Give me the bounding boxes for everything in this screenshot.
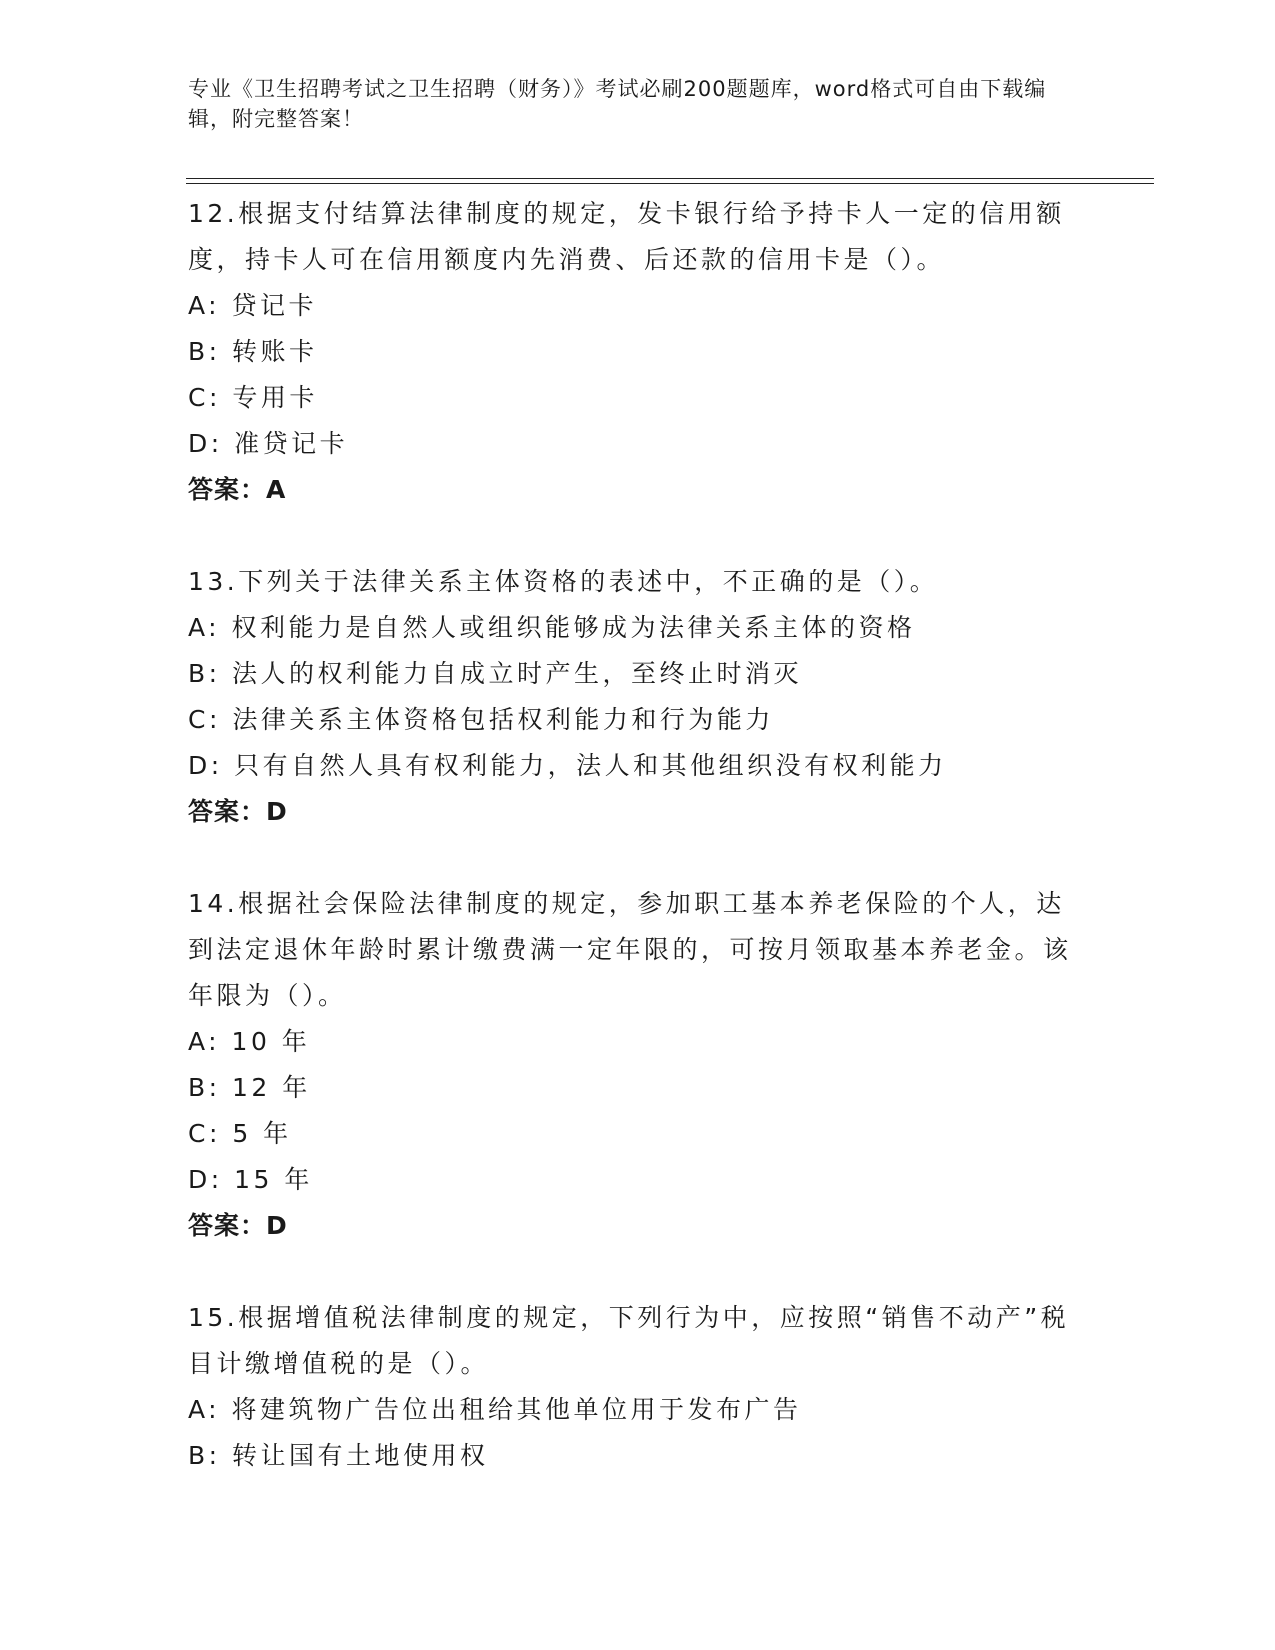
option-c: C: 专用卡 — [188, 383, 318, 412]
option-c: C: 5 年 — [188, 1119, 292, 1148]
option-a: A: 将建筑物广告位出租给其他单位用于发布广告 — [188, 1395, 802, 1424]
question-stem: 12.根据支付结算法律制度的规定，发卡银行给予持卡人一定的信用额度，持卡人可在信用额度内先消费、后还款的信用卡是（）。 — [188, 199, 1065, 274]
option-b: B: 法人的权利能力自成立时产生，至终止时消灭 — [188, 659, 803, 688]
document-header-note: 专业《卫生招聘考试之卫生招聘（财务）》考试必刷200题题库，word格式可自由下载编辑，附完整答案！ — [188, 77, 1047, 131]
option-b: B: 转让国有土地使用权 — [188, 1441, 489, 1470]
option-b: B: 转账卡 — [188, 337, 318, 366]
answer-line: 答案：A — [188, 475, 287, 504]
question-13 — [188, 559, 1088, 835]
question-15 — [188, 1295, 1088, 1479]
option-d: D: 15 年 — [188, 1165, 313, 1194]
question-12 — [188, 191, 1088, 513]
header-divider-top — [186, 178, 1154, 179]
option-a: A: 贷记卡 — [188, 291, 318, 320]
question-14 — [188, 881, 1088, 1249]
answer-line: 答案：D — [188, 1211, 288, 1240]
option-a: A: 权利能力是自然人或组织能够成为法律关系主体的资格 — [188, 613, 916, 642]
answer-line: 答案：D — [188, 797, 288, 826]
option-d: D: 准贷记卡 — [188, 429, 349, 458]
option-d: D: 只有自然人具有权利能力，法人和其他组织没有权利能力 — [188, 751, 947, 780]
question-stem: 14.根据社会保险法律制度的规定，参加职工基本养老保险的个人，达到法定退休年龄时累计缴费满一定年限的，可按月领取基本养老金。该年限为（）。 — [188, 889, 1072, 1010]
question-stem: 13.下列关于法律关系主体资格的表述中，不正确的是（）。 — [188, 567, 939, 596]
option-a: A: 10 年 — [188, 1027, 311, 1056]
question-stem: 15.根据增值税法律制度的规定，下列行为中，应按照“销售不动产”税目计缴增值税的是（）。 — [188, 1303, 1070, 1378]
header-divider-bottom — [186, 183, 1154, 184]
option-c: C: 法律关系主体资格包括权利能力和行为能力 — [188, 705, 774, 734]
option-b: B: 12 年 — [188, 1073, 311, 1102]
question-list — [188, 191, 1088, 1525]
